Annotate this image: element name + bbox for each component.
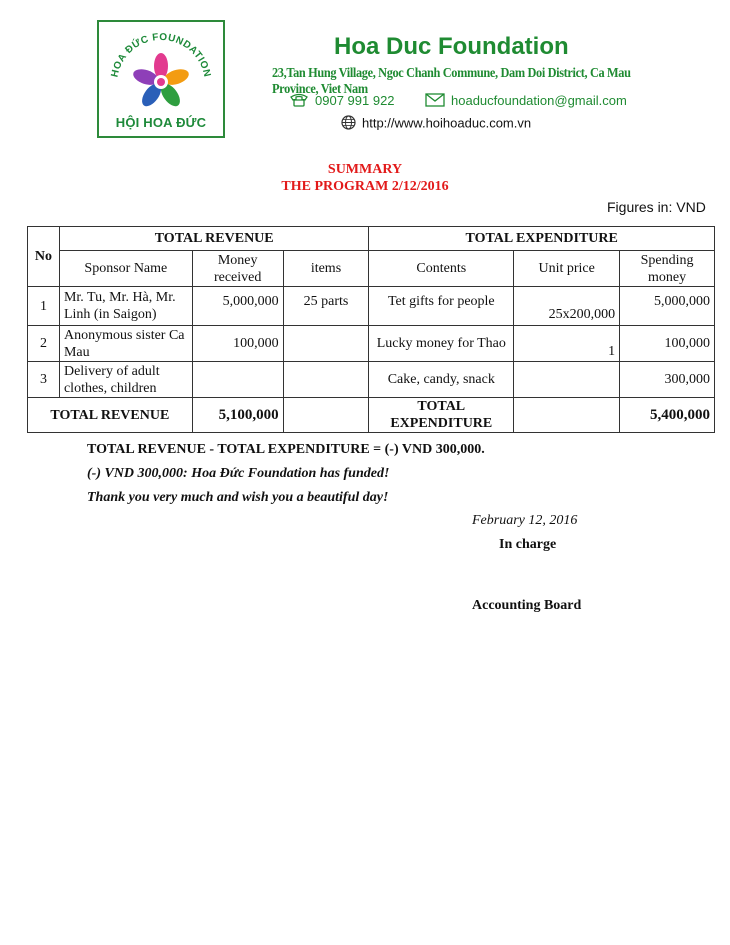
envelope-icon <box>425 93 445 110</box>
total-revenue-value: 5,100,000 <box>192 398 283 433</box>
row-money-received: 5,000,000 <box>192 287 283 326</box>
header-unit-price: Unit price <box>514 251 620 287</box>
balance-note: TOTAL REVENUE - TOTAL EXPENDITURE = (-) VND 300,000. <box>87 442 485 457</box>
table-column-header-row <box>28 251 715 287</box>
row-unit-price: 1 <box>514 326 620 362</box>
title-line-2: THE PROGRAM 2/12/2016 <box>281 179 449 194</box>
table-row <box>28 326 715 362</box>
signature-board: Accounting Board <box>472 598 582 613</box>
title-line-1: SUMMARY <box>327 162 403 177</box>
total-revenue-label: TOTAL REVENUE <box>28 398 193 433</box>
total-expenditure-value: 5,400,000 <box>620 398 715 433</box>
row-sponsor: Anonymous sister Ca Mau <box>59 326 192 362</box>
header-sponsor-name: Sponsor Name <box>59 251 192 287</box>
funded-note: (-) VND 300,000: Hoa Đức Foundation has funded! <box>87 466 390 481</box>
email-contact <box>425 93 627 110</box>
logo-vietnamese-name: HỘI HOA ĐỨC <box>115 115 207 130</box>
logo-arc-text: HOA ĐỨC FOUNDATION <box>109 31 213 79</box>
total-expenditure-label: TOTAL EXPENDITURE <box>369 398 514 433</box>
row-contents: Lucky money for Thao <box>369 326 514 362</box>
row-spending-money: 300,000 <box>620 362 715 398</box>
summary-table <box>27 226 715 433</box>
row-sponsor: Delivery of adult clothes, children <box>59 362 192 398</box>
org-name: Hoa Duc Foundation <box>334 33 569 60</box>
row-unit-price <box>514 362 620 398</box>
header-items: items <box>283 251 369 287</box>
table-row <box>28 287 715 326</box>
table-row <box>28 362 715 398</box>
row-money-received: 100,000 <box>192 326 283 362</box>
row-money-received <box>192 362 283 398</box>
globe-icon <box>341 115 356 133</box>
signature-role: In charge <box>499 537 557 552</box>
header-total-expenditure: TOTAL EXPENDITURE <box>369 227 715 251</box>
header-contents: Contents <box>369 251 514 287</box>
row-items: 25 parts <box>283 287 369 326</box>
row-spending-money: 100,000 <box>620 326 715 362</box>
row-contents: Tet gifts for people <box>369 287 514 326</box>
row-contents: Cake, candy, snack <box>369 362 514 398</box>
phone-icon <box>289 93 309 110</box>
email-address[interactable]: hoaducfoundation@gmail.com <box>451 93 627 108</box>
table-total-row <box>28 398 715 433</box>
figures-note: Figures in: VND <box>607 199 706 215</box>
website-contact <box>341 115 531 133</box>
header-money-received: Money received <box>192 251 283 287</box>
total-empty-cell <box>283 398 369 433</box>
phone-number: 0907 991 922 <box>315 93 395 108</box>
table-group-header-row <box>28 227 715 251</box>
row-items <box>283 326 369 362</box>
row-spending-money: 5,000,000 <box>620 287 715 326</box>
summary-title <box>0 161 730 195</box>
row-no: 1 <box>28 287 60 326</box>
signature-date: February 12, 2016 <box>472 513 578 528</box>
total-empty-cell <box>514 398 620 433</box>
row-sponsor: Mr. Tu, Mr. Hà, Mr. Linh (in Saigon) <box>59 287 192 326</box>
header-total-revenue: TOTAL REVENUE <box>59 227 368 251</box>
website-link[interactable]: http://www.hoihoaduc.com.vn <box>362 115 532 131</box>
row-no: 3 <box>28 362 60 398</box>
phone-contact <box>289 93 395 110</box>
thanks-note: Thank you very much and wish you a beautiful day! <box>87 490 389 505</box>
row-items <box>283 362 369 398</box>
row-no: 2 <box>28 326 60 362</box>
header-spending-money: Spending money <box>620 251 715 287</box>
header-no: No <box>28 227 60 287</box>
org-address: 23,Tan Hung Village, Ngoc Chanh Commune, Dam Doi District, Ca Mau Province, Viet Nam <box>272 66 631 97</box>
row-unit-price: 25x200,000 <box>514 287 620 326</box>
foundation-logo <box>97 20 225 138</box>
